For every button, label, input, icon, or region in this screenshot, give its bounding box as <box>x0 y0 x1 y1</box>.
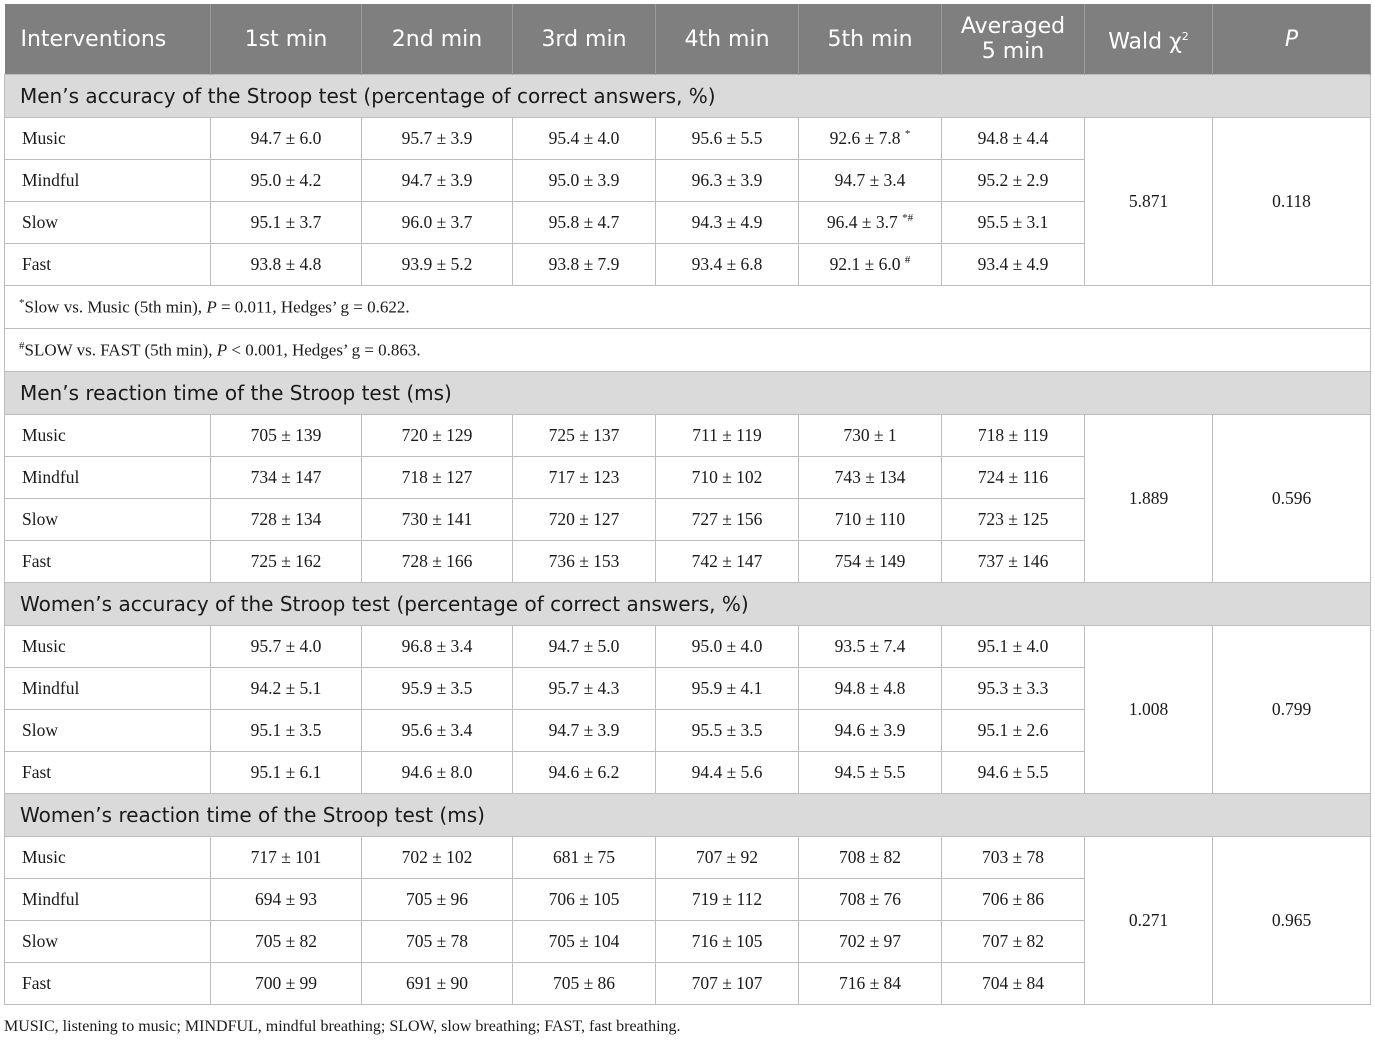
value-text: 711 ± 119 <box>692 425 762 445</box>
value-cell <box>656 921 799 963</box>
value-cell <box>799 921 942 963</box>
header-row <box>5 4 1371 75</box>
value-cell <box>211 668 362 710</box>
value-cell <box>362 963 513 1005</box>
note-row <box>5 329 1371 372</box>
value-text: 716 ± 105 <box>691 931 763 951</box>
value-text: 730 ± 1 <box>843 425 897 445</box>
value-text: 717 ± 123 <box>548 467 620 487</box>
value-cell <box>656 541 799 583</box>
value-text: 94.4 ± 5.6 <box>691 762 763 782</box>
value-text: 95.6 ± 5.5 <box>691 128 763 148</box>
value-text: 94.3 ± 4.9 <box>691 212 763 232</box>
table-body <box>5 75 1371 1005</box>
value-text: 706 ± 105 <box>548 889 620 909</box>
intervention-label: Slow <box>5 202 211 244</box>
value-cell <box>513 626 656 668</box>
value-text: 92.1 ± 6.0 <box>829 254 901 274</box>
intervention-label: Slow <box>5 710 211 752</box>
value-cell <box>513 499 656 541</box>
value-text: 718 ± 119 <box>977 425 1049 445</box>
intervention-label: Music <box>5 837 211 879</box>
value-text: 700 ± 99 <box>254 973 318 993</box>
significance-mark: *# <box>902 212 914 225</box>
value-text: 728 ± 166 <box>401 551 473 571</box>
value-cell <box>942 879 1085 921</box>
header-p-label: P <box>1284 26 1299 52</box>
value-text: 94.7 ± 5.0 <box>548 636 620 656</box>
intervention-label: Fast <box>5 244 211 286</box>
value-cell <box>211 541 362 583</box>
section-header-row <box>5 583 1371 626</box>
value-text: 705 ± 86 <box>552 973 616 993</box>
value-cell <box>656 202 799 244</box>
table-footnote: MUSIC, listening to music; MINDFUL, mindful breathing; SLOW, slow breathing; FAST, fast breathing. <box>4 1018 681 1035</box>
value-cell <box>211 244 362 286</box>
value-cell <box>799 626 942 668</box>
value-text: 94.7 ± 3.9 <box>401 170 473 190</box>
value-cell <box>211 710 362 752</box>
value-cell <box>513 963 656 1005</box>
header-4th-min: 4th min <box>656 4 799 75</box>
value-cell <box>942 118 1085 160</box>
header-wald-superscript: 2 <box>1181 29 1189 43</box>
table-row <box>5 415 1371 457</box>
value-text: 94.7 ± 3.9 <box>548 720 620 740</box>
value-text: 92.6 ± 7.8 <box>829 128 901 148</box>
value-cell <box>513 244 656 286</box>
value-cell <box>362 160 513 202</box>
value-cell <box>942 415 1085 457</box>
value-cell <box>513 752 656 794</box>
value-text: 95.9 ± 4.1 <box>691 678 763 698</box>
wald-chi2-value: 1.889 <box>1085 415 1213 583</box>
section-header-row <box>5 794 1371 837</box>
value-text: 95.6 ± 3.4 <box>401 720 473 740</box>
intervention-label: Fast <box>5 752 211 794</box>
value-text: 707 ± 92 <box>695 847 759 867</box>
value-text: 742 ± 147 <box>691 551 763 571</box>
value-text: 96.3 ± 3.9 <box>691 170 763 190</box>
value-text: 93.4 ± 4.9 <box>977 254 1049 274</box>
value-cell <box>799 457 942 499</box>
value-text: 94.6 ± 6.2 <box>548 762 620 782</box>
value-text: 710 ± 110 <box>834 509 906 529</box>
value-text: 737 ± 146 <box>977 551 1049 571</box>
header-wald-label: Wald χ <box>1108 29 1182 55</box>
header-averaged-line2: 5 min <box>981 39 1045 64</box>
value-cell <box>513 118 656 160</box>
header-averaged-line1: Averaged <box>960 14 1066 39</box>
note-row <box>5 286 1371 329</box>
value-cell <box>656 879 799 921</box>
value-text: 93.8 ± 7.9 <box>548 254 620 274</box>
value-cell <box>799 963 942 1005</box>
value-text: 725 ± 137 <box>548 425 620 445</box>
intervention-label: Mindful <box>5 457 211 499</box>
value-text: 710 ± 102 <box>691 467 763 487</box>
significance-mark: * <box>904 128 911 141</box>
value-cell <box>656 118 799 160</box>
value-cell <box>656 160 799 202</box>
value-cell <box>362 668 513 710</box>
value-text: 705 ± 139 <box>250 425 322 445</box>
value-text: 720 ± 129 <box>401 425 473 445</box>
value-text: 93.4 ± 6.8 <box>691 254 763 274</box>
value-text: 727 ± 156 <box>691 509 763 529</box>
value-text: 95.5 ± 3.1 <box>977 212 1049 232</box>
value-cell <box>211 415 362 457</box>
value-text: 702 ± 102 <box>401 847 473 867</box>
value-cell <box>799 668 942 710</box>
header-2nd-min: 2nd min <box>362 4 513 75</box>
header-averaged-5-min <box>942 4 1085 75</box>
value-cell <box>656 499 799 541</box>
value-cell <box>362 752 513 794</box>
note-text-post: < 0.001, Hedges’ g = 0.863. <box>227 340 421 360</box>
value-cell <box>362 710 513 752</box>
value-text: 694 ± 93 <box>254 889 318 909</box>
intervention-label: Slow <box>5 921 211 963</box>
header-3rd-min: 3rd min <box>513 4 656 75</box>
value-text: 95.9 ± 3.5 <box>401 678 473 698</box>
value-text: 94.2 ± 5.1 <box>250 678 322 698</box>
table-row <box>5 837 1371 879</box>
intervention-label: Fast <box>5 963 211 1005</box>
value-cell <box>942 921 1085 963</box>
section-title: Women’s accuracy of the Stroop test (percentage of correct answers, %) <box>5 583 1371 626</box>
value-cell <box>799 118 942 160</box>
value-cell <box>942 963 1085 1005</box>
value-cell <box>799 879 942 921</box>
value-text: 716 ± 84 <box>838 973 902 993</box>
value-text: 708 ± 82 <box>838 847 902 867</box>
value-text: 719 ± 112 <box>691 889 763 909</box>
section-title: Men’s reaction time of the Stroop test (ms) <box>5 372 1371 415</box>
value-text: 725 ± 162 <box>250 551 322 571</box>
value-cell <box>513 457 656 499</box>
value-cell <box>513 160 656 202</box>
value-text: 96.0 ± 3.7 <box>401 212 473 232</box>
value-text: 95.5 ± 3.5 <box>691 720 763 740</box>
wald-chi2-value: 0.271 <box>1085 837 1213 1005</box>
value-cell <box>362 879 513 921</box>
value-text: 95.3 ± 3.3 <box>977 678 1049 698</box>
table-header <box>5 4 1371 75</box>
value-text: 96.8 ± 3.4 <box>401 636 473 656</box>
value-cell <box>656 626 799 668</box>
value-cell <box>211 837 362 879</box>
value-text: 95.1 ± 3.7 <box>250 212 322 232</box>
value-cell <box>656 415 799 457</box>
value-cell <box>211 118 362 160</box>
table-row <box>5 626 1371 668</box>
value-cell <box>942 752 1085 794</box>
value-text: 96.4 ± 3.7 <box>826 212 898 232</box>
value-text: 681 ± 75 <box>552 847 616 867</box>
value-cell <box>656 837 799 879</box>
wald-chi2-value: 5.871 <box>1085 118 1213 286</box>
value-cell <box>799 752 942 794</box>
value-text: 707 ± 82 <box>981 931 1045 951</box>
p-value: 0.118 <box>1213 118 1371 286</box>
value-text: 705 ± 82 <box>254 931 318 951</box>
value-text: 95.0 ± 4.2 <box>250 170 322 190</box>
value-cell <box>362 626 513 668</box>
value-cell <box>799 837 942 879</box>
stroop-results-table-wrapper <box>4 4 1370 1005</box>
value-cell <box>942 541 1085 583</box>
value-cell <box>362 415 513 457</box>
value-text: 728 ± 134 <box>250 509 322 529</box>
value-text: 94.7 ± 6.0 <box>250 128 322 148</box>
value-cell <box>362 457 513 499</box>
value-text: 95.1 ± 2.6 <box>977 720 1049 740</box>
value-text: 94.8 ± 4.8 <box>834 678 906 698</box>
value-text: 707 ± 107 <box>691 973 763 993</box>
value-text: 94.5 ± 5.5 <box>834 762 906 782</box>
intervention-label: Mindful <box>5 160 211 202</box>
value-text: 718 ± 127 <box>401 467 473 487</box>
value-text: 93.8 ± 4.8 <box>250 254 322 274</box>
note-text-post: = 0.011, Hedges’ g = 0.622. <box>216 297 410 317</box>
intervention-label: Music <box>5 118 211 160</box>
value-cell <box>799 415 942 457</box>
stroop-results-table <box>4 4 1371 1005</box>
value-cell <box>211 879 362 921</box>
value-cell <box>942 202 1085 244</box>
value-cell <box>942 668 1085 710</box>
value-cell <box>799 244 942 286</box>
value-cell <box>362 499 513 541</box>
intervention-label: Slow <box>5 499 211 541</box>
value-text: 754 ± 149 <box>834 551 906 571</box>
value-cell <box>656 752 799 794</box>
value-cell <box>656 963 799 1005</box>
note-mark: # <box>19 339 25 352</box>
value-text: 736 ± 153 <box>548 551 620 571</box>
intervention-label: Music <box>5 415 211 457</box>
section-header-row <box>5 75 1371 118</box>
p-value: 0.596 <box>1213 415 1371 583</box>
value-cell <box>799 499 942 541</box>
value-text: 723 ± 125 <box>977 509 1049 529</box>
value-cell <box>942 710 1085 752</box>
value-text: 730 ± 141 <box>401 509 473 529</box>
value-cell <box>513 879 656 921</box>
section-header-row <box>5 372 1371 415</box>
note-text-pre: SLOW vs. FAST (5th min), <box>24 340 217 360</box>
value-cell <box>942 499 1085 541</box>
value-cell <box>942 837 1085 879</box>
value-cell <box>362 837 513 879</box>
intervention-label: Fast <box>5 541 211 583</box>
header-wald-chi2 <box>1085 4 1213 75</box>
intervention-label: Music <box>5 626 211 668</box>
value-cell <box>513 921 656 963</box>
value-text: 94.6 ± 8.0 <box>401 762 473 782</box>
value-cell <box>362 541 513 583</box>
value-text: 705 ± 104 <box>548 931 620 951</box>
section-title: Women’s reaction time of the Stroop test (ms) <box>5 794 1371 837</box>
value-text: 95.8 ± 4.7 <box>548 212 620 232</box>
value-text: 93.5 ± 7.4 <box>834 636 906 656</box>
value-cell <box>513 541 656 583</box>
value-text: 95.2 ± 2.9 <box>977 170 1049 190</box>
value-cell <box>513 202 656 244</box>
note-p-symbol: P <box>216 340 228 360</box>
value-cell <box>211 457 362 499</box>
value-cell <box>942 160 1085 202</box>
header-1st-min: 1st min <box>211 4 362 75</box>
significance-mark: # <box>904 254 911 267</box>
value-text: 94.7 ± 3.4 <box>834 170 906 190</box>
value-text: 94.6 ± 5.5 <box>977 762 1049 782</box>
value-cell <box>656 457 799 499</box>
value-text: 706 ± 86 <box>981 889 1045 909</box>
value-text: 743 ± 134 <box>834 467 906 487</box>
value-cell <box>211 963 362 1005</box>
value-text: 95.7 ± 3.9 <box>401 128 473 148</box>
intervention-label: Mindful <box>5 668 211 710</box>
value-cell <box>799 160 942 202</box>
note-mark: * <box>19 296 25 309</box>
value-cell <box>942 457 1085 499</box>
value-text: 95.7 ± 4.0 <box>250 636 322 656</box>
value-cell <box>211 202 362 244</box>
note-cell <box>5 286 1371 329</box>
value-cell <box>362 921 513 963</box>
wald-chi2-value: 1.008 <box>1085 626 1213 794</box>
value-cell <box>656 710 799 752</box>
value-text: 708 ± 76 <box>838 889 902 909</box>
intervention-label: Mindful <box>5 879 211 921</box>
value-text: 734 ± 147 <box>250 467 322 487</box>
value-cell <box>362 244 513 286</box>
value-cell <box>513 710 656 752</box>
note-cell <box>5 329 1371 372</box>
value-cell <box>211 752 362 794</box>
value-cell <box>211 921 362 963</box>
value-text: 720 ± 127 <box>548 509 620 529</box>
value-cell <box>362 202 513 244</box>
value-text: 95.0 ± 3.9 <box>548 170 620 190</box>
value-text: 717 ± 101 <box>250 847 322 867</box>
value-text: 95.1 ± 4.0 <box>977 636 1049 656</box>
value-text: 704 ± 84 <box>981 973 1045 993</box>
value-text: 95.4 ± 4.0 <box>548 128 620 148</box>
value-text: 95.0 ± 4.0 <box>691 636 763 656</box>
header-5th-min: 5th min <box>799 4 942 75</box>
value-cell <box>211 499 362 541</box>
value-cell <box>656 668 799 710</box>
value-cell <box>942 244 1085 286</box>
value-cell <box>513 668 656 710</box>
note-p-symbol: P <box>206 297 217 317</box>
value-cell <box>942 626 1085 668</box>
note-text-pre: Slow vs. Music (5th min), <box>24 297 207 317</box>
value-text: 94.6 ± 3.9 <box>834 720 906 740</box>
header-p <box>1213 4 1371 75</box>
value-text: 95.7 ± 4.3 <box>548 678 620 698</box>
value-text: 691 ± 90 <box>405 973 469 993</box>
value-text: 703 ± 78 <box>981 847 1045 867</box>
value-text: 724 ± 116 <box>977 467 1049 487</box>
value-text: 94.8 ± 4.4 <box>977 128 1049 148</box>
section-title: Men’s accuracy of the Stroop test (percentage of correct answers, %) <box>5 75 1371 118</box>
value-text: 705 ± 78 <box>405 931 469 951</box>
header-interventions: Interventions <box>5 4 211 75</box>
value-cell <box>513 415 656 457</box>
value-cell <box>211 626 362 668</box>
value-text: 95.1 ± 6.1 <box>250 762 322 782</box>
table-row <box>5 118 1371 160</box>
value-text: 702 ± 97 <box>838 931 902 951</box>
value-text: 705 ± 96 <box>405 889 469 909</box>
value-cell <box>799 710 942 752</box>
value-cell <box>799 202 942 244</box>
value-text: 95.1 ± 3.5 <box>250 720 322 740</box>
value-cell <box>513 837 656 879</box>
value-cell <box>211 160 362 202</box>
p-value: 0.965 <box>1213 837 1371 1005</box>
p-value: 0.799 <box>1213 626 1371 794</box>
value-cell <box>799 541 942 583</box>
value-cell <box>656 244 799 286</box>
value-cell <box>362 118 513 160</box>
value-text: 93.9 ± 5.2 <box>401 254 473 274</box>
